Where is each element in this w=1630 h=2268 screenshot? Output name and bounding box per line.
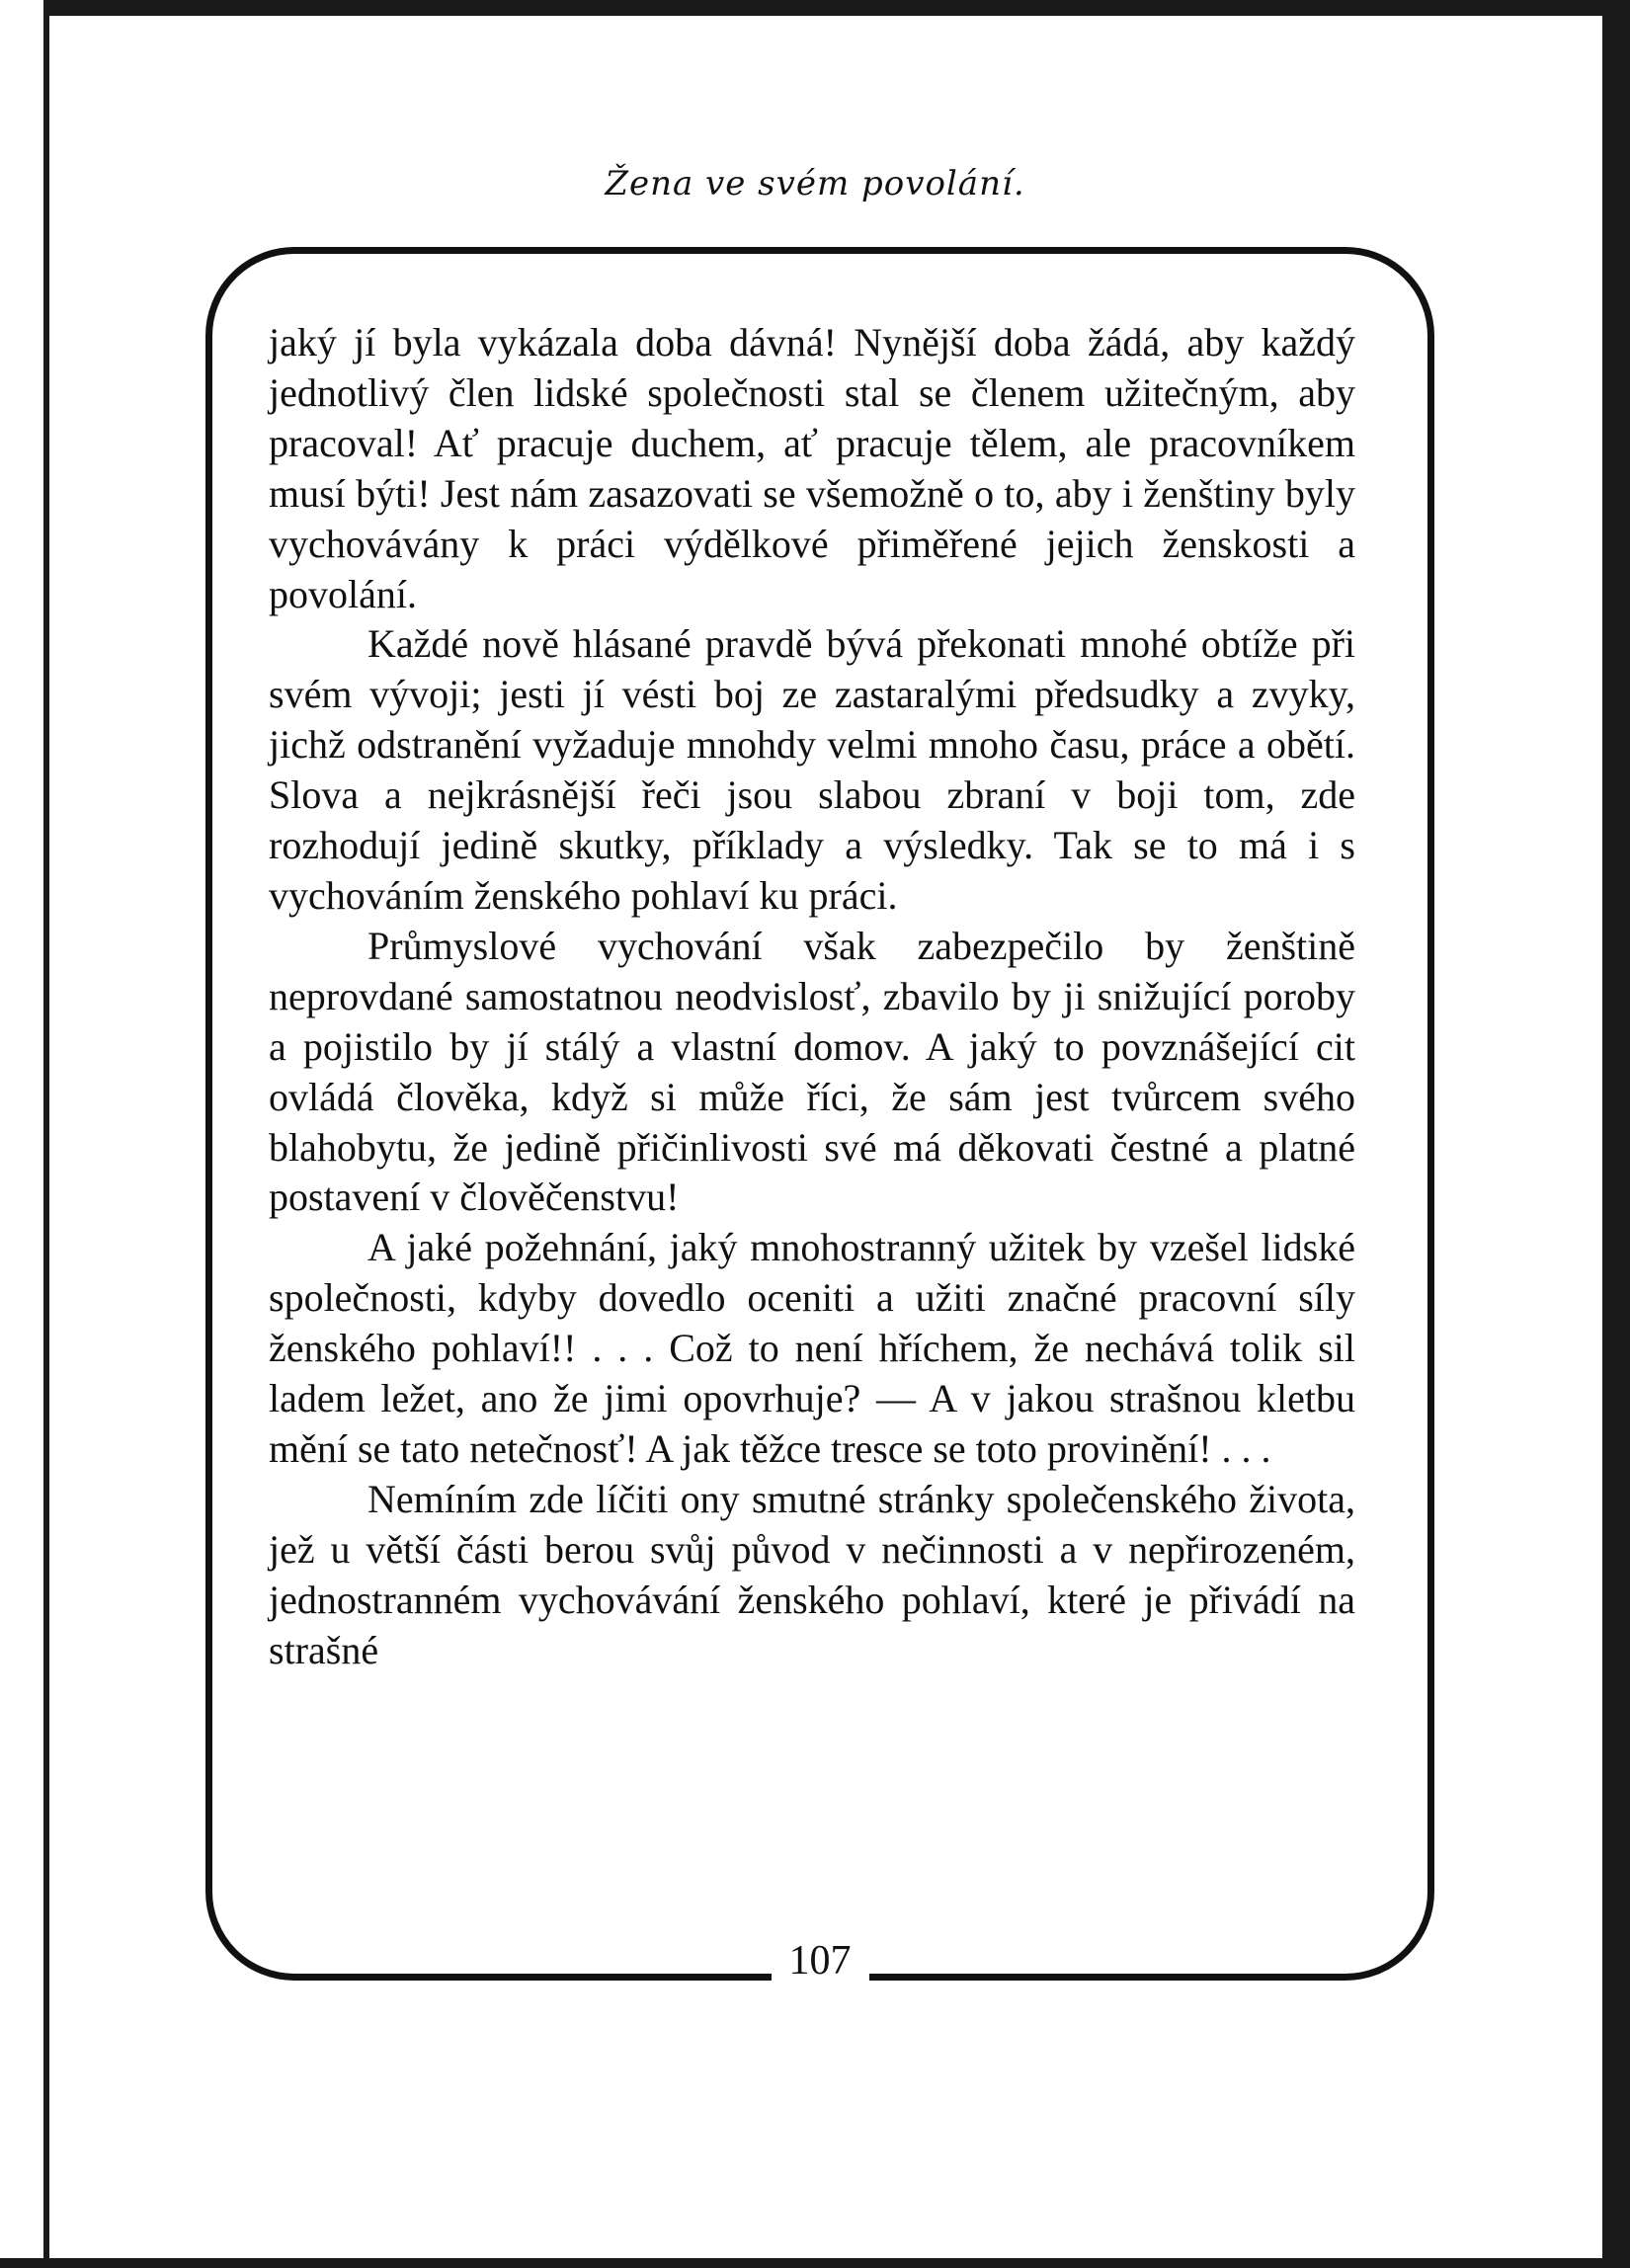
scan-edge-top bbox=[0, 0, 1630, 16]
paragraph-4: A jaké požehnání, jaký mnohostranný užitek by vzešel lidské společnosti, kdyby dovedlo oceniti a užiti značné pracovní síly ženského pohlaví!! . . . Což to není hříchem, že nechává tolik sil ladem ležet, ano že jimi opovrhuje? — A v jakou strašnou kletbu mění se tato netečnosť! A jak těžce tresce se toto provinění! . . . bbox=[269, 1225, 1355, 1471]
paragraph-5: Nemíním zde líčiti ony smutné stránky společenského života, jež u větší části berou svůj původ v nečinnosti a v nepřirozeném, jednostranném vychovávání ženského pohlaví, které je přivádí na strašné bbox=[269, 1476, 1355, 1672]
paragraph-2: Každé nově hlásané pravdě bývá překonati mnohé obtíže při svém vývoji; jesti jí vésti boj ze zastaralými předsudky a zvyky, jichž odstranění vyžaduje mnohdy velmi mnoho času, práce a obětí. Slova a nejkrásnější řeči jsou slabou zbraní v boji tom, zde rozhodují jedině skutky, příklady a výsledky. Tak se to má i s vychováním ženského pohlaví ku práci. bbox=[269, 621, 1355, 918]
paragraph-3: Průmyslové vychování však zabezpečilo by ženštině neprovdané samostatnou neodvislosť, zbavilo by ji snižující poroby a pojistilo by jí stálý a vlastní domov. A jaký to povznášející cit ovládá člověka, když si může říci, že sám jest tvůrcem svého blahobytu, že jedině přičinlivosti své má děkovati čestné a platné postavení v člověčenstvu! bbox=[269, 923, 1355, 1220]
scan-edge-bottom bbox=[0, 2258, 1630, 2268]
scan-edge-right bbox=[1602, 0, 1630, 2268]
paragraph-1: jaký jí byla vykázala doba dávná! Nynější doba žádá, aby každý jednotlivý člen lidské společnosti stal se členem užitečným, aby pracoval! Ať pracuje duchem, ať pracuje tělem, ale pracovníkem musí býti! Jest nám zasazovati se všemožně o to, aby i ženštiny byly vychovávány k práci výdělkové přiměřené jejich ženskosti a povolání. bbox=[269, 320, 1355, 616]
page-number-wrap bbox=[205, 1926, 1434, 1995]
scan-edge-left bbox=[0, 0, 49, 2268]
page-footer bbox=[205, 1926, 1434, 1995]
running-title: Žena ve svém povolání. bbox=[605, 164, 1025, 203]
body-text bbox=[269, 318, 1355, 1675]
page-number: 107 bbox=[772, 1938, 869, 1984]
